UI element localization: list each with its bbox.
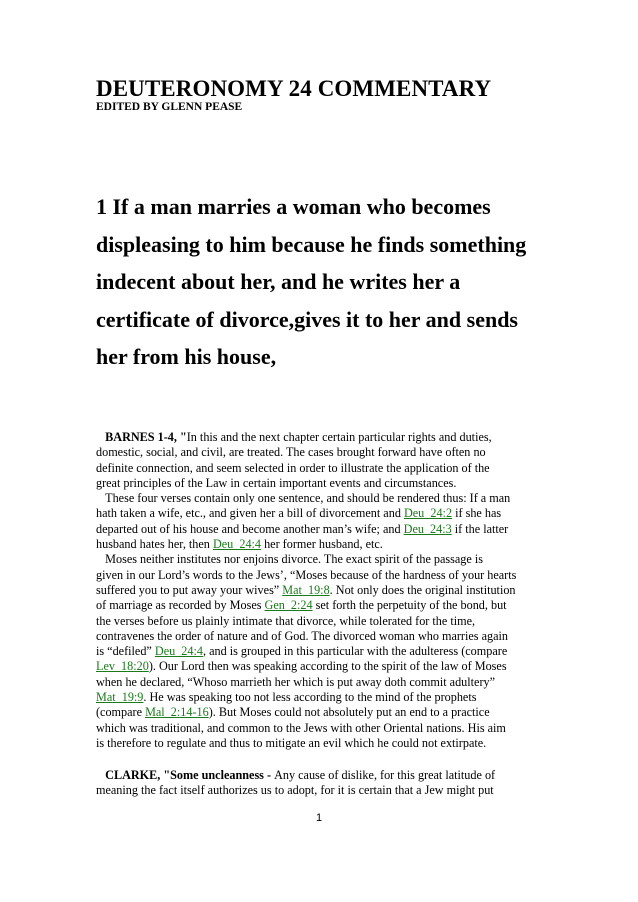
- text-line: is therefore to regulate and thus to mitigate an evil which he could not extirpate.: [96, 735, 487, 750]
- text-line: when he declared, “Whoso marrieth her which is put away doth commit adultery”: [96, 674, 496, 689]
- scripture-link[interactable]: Gen_2:24: [264, 598, 313, 613]
- text-line: Mat_19:9. He was speaking too not less according to the mind of the prophets: [96, 690, 477, 705]
- text-line: Moses neither institutes nor enjoins divorce. The exact spirit of the passage is: [105, 552, 483, 567]
- scripture-link[interactable]: Deu_24:4: [154, 644, 203, 659]
- text-line: Lev_18:20). Our Lord then was speaking according to the spirit of the law of Moses: [96, 659, 507, 674]
- verse-line: indecent about her, and he writes her a: [96, 269, 461, 294]
- text-line: departed out of his house and become another man’s wife; and Deu_24:3 if the latter: [96, 521, 509, 536]
- text-line: the verses before us plainly intimate that divorce, while tolerated for the time,: [96, 613, 476, 628]
- text-line: of marriage as recorded by Moses Gen_2:24 set forth the perpetuity of the bond, but: [96, 598, 507, 613]
- scripture-link[interactable]: Deu_24:2: [403, 506, 453, 521]
- text-line: suffered you to put away your wives” Mat_19:8. Not only does the original institution: [96, 582, 516, 597]
- scripture-link[interactable]: Mat_19:8: [282, 582, 330, 597]
- scripture-link[interactable]: Deu_24:4: [212, 537, 262, 552]
- scripture-link[interactable]: Mat_19:9: [96, 690, 144, 705]
- text-line: husband hates her, then Deu_24:4 her former husband, etc.: [96, 537, 383, 552]
- verse-line: certificate of divorce,gives it to her and sends: [96, 306, 518, 332]
- verse-heading: [96, 188, 556, 376]
- verse-line: 1 If a man marries a woman who becomes: [96, 194, 491, 219]
- commentary-label: CLARKE, "Some uncleanness -: [105, 768, 275, 782]
- text-line: is “defiled” Deu_24:4, and is grouped in this particular with the adulteress (compare: [96, 644, 508, 659]
- text-line: hath taken a wife, etc., and given her a bill of divorcement and Deu_24:2 if she has: [96, 506, 502, 521]
- text-line: domestic, social, and civil, are treated. The cases brought forward have often no: [96, 445, 486, 460]
- text-line: (compare Mal_2:14-16). But Moses could not absolutely put an end to a practice: [96, 705, 490, 720]
- text-line: contravenes the order of nature and of God. The divorced woman who marries again: [96, 628, 508, 643]
- page-title: DEUTERONOMY 24 COMMENTARY: [96, 76, 492, 101]
- text-line: great principles of the Law in certain important events and circumstances.: [96, 475, 457, 490]
- page-number: 1: [315, 812, 323, 824]
- text-line: which was traditional, and common to the Jews with other Oriental nations. His aim: [96, 720, 506, 735]
- commentary-label: BARNES 1-4, ": [105, 430, 187, 444]
- clarke-commentary: [96, 768, 548, 799]
- text-line: definite connection, and seem selected in order to illustrate the application of the: [96, 460, 490, 475]
- scripture-link[interactable]: Deu_24:3: [403, 521, 452, 536]
- barnes-commentary: [96, 430, 548, 751]
- text-line: meaning the fact itself authorizes us to adopt, for it is certain that a Jew might put: [96, 783, 494, 798]
- verse-line: displeasing to him because he finds something: [96, 231, 527, 257]
- text-line: given in our Lord’s words to the Jews’, “Moses because of the hardness of your hearts: [96, 567, 517, 582]
- text-line: CLARKE, "Some uncleanness - Any cause of dislike, for this great latitude of: [105, 768, 496, 782]
- page-subtitle: EDITED BY GLENN PEASE: [96, 101, 243, 113]
- verse-line: her from his house,: [96, 344, 277, 369]
- scripture-link[interactable]: Mal_2:14-16: [145, 705, 209, 720]
- text-line: These four verses contain only one sentence, and should be rendered thus: If a man: [105, 491, 511, 506]
- scripture-link[interactable]: Lev_18:20: [96, 659, 149, 674]
- text-line: BARNES 1-4, "In this and the next chapter certain particular rights and duties,: [105, 430, 492, 444]
